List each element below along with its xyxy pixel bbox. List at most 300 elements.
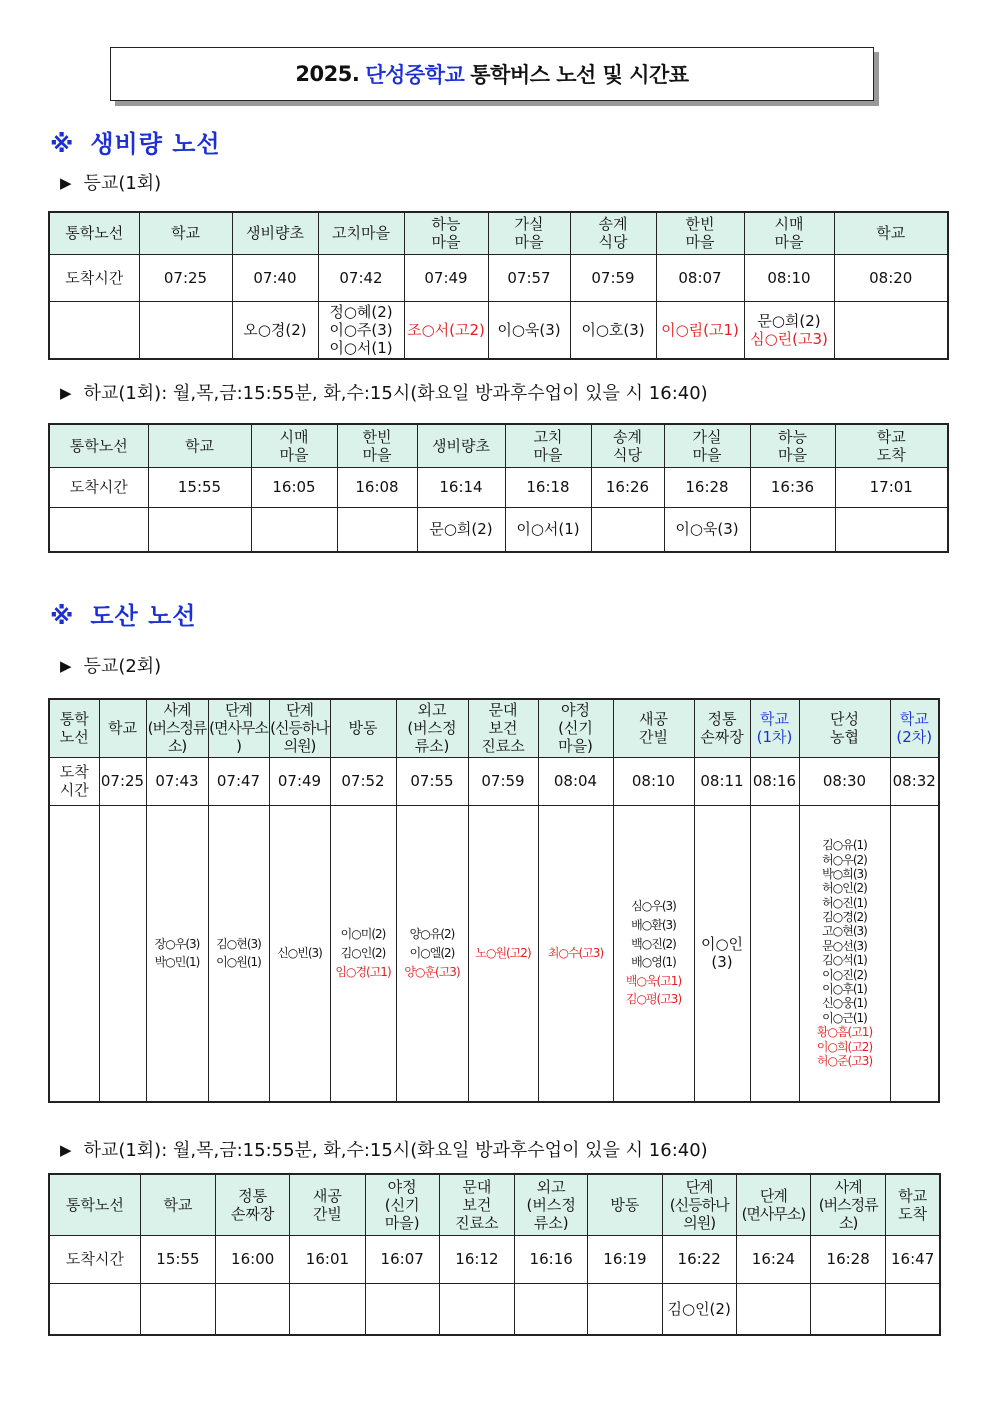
students-cell — [664, 507, 750, 552]
cell-line: 학교 — [899, 710, 929, 729]
stop-header-cell — [834, 212, 948, 254]
student-name: 이○욱(3) — [497, 320, 561, 339]
students-cell — [886, 1283, 940, 1335]
students-cell — [49, 1283, 140, 1335]
student-name: 백○진(2) — [631, 936, 676, 951]
timetable-saengbiryang-arrival — [48, 211, 949, 360]
cell-line: 08:32 — [892, 772, 936, 790]
cell-line: 도착 — [876, 445, 906, 464]
cell-line: 마을 — [692, 445, 722, 464]
cell-line: 식당 — [598, 233, 628, 252]
student-name: 신○웅(1) — [822, 996, 867, 1011]
student-name: 허○준(고3) — [816, 1053, 873, 1068]
cell-line: 고치마을 — [332, 224, 390, 243]
stop-header-cell — [799, 699, 890, 757]
stop-header-cell — [488, 212, 570, 254]
subheading-arrival-1 — [60, 169, 161, 195]
arrival-time-cell — [656, 254, 744, 301]
student-name: 오○경(2) — [243, 320, 307, 339]
cell-line: 16:28 — [826, 1250, 870, 1268]
cell-line: 단계 — [225, 701, 252, 720]
cell-line: 마을 — [362, 445, 392, 464]
student-name: 김○인(2) — [667, 1299, 731, 1318]
stop-header-cell — [662, 1174, 736, 1235]
students-cell — [736, 1283, 810, 1335]
students-cell — [890, 805, 939, 1102]
title-year: 2025. — [295, 62, 360, 86]
cell-line: (신기 — [558, 719, 593, 738]
students-cell — [750, 805, 799, 1102]
stop-header-cell — [886, 1174, 940, 1235]
subheading-text: 하교(1회): 월,목,금:15:55분, 화,수:15시(화요일 방과후수업이 있을 시 16:40) — [83, 1140, 708, 1161]
timetable-dosan-arrival — [48, 698, 940, 1103]
students-cell — [140, 1283, 215, 1335]
students-row — [49, 1283, 940, 1335]
cell-line: 정통 — [707, 710, 737, 729]
arrival-time-cell — [232, 254, 318, 301]
stop-header-cell — [148, 424, 251, 467]
cell-line: 16:14 — [439, 478, 483, 496]
arrival-time-cell — [99, 757, 146, 805]
cell-line: 16:05 — [272, 478, 316, 496]
cell-line: 류소) — [533, 1213, 569, 1232]
cell-line: 07:49 — [277, 772, 322, 790]
student-name: 심○우(3) — [631, 899, 676, 914]
cell-line: 16:36 — [770, 478, 815, 496]
stop-header-cell — [216, 1174, 290, 1235]
cell-line: 방동 — [348, 719, 378, 738]
cell-line: 08:10 — [631, 772, 676, 790]
arrival-time-cell — [538, 757, 613, 805]
cell-line: 단성 — [830, 710, 859, 729]
cell-line: 단계 — [685, 1177, 713, 1196]
students-cell — [417, 507, 505, 552]
subheading-departure-1 — [60, 379, 708, 405]
student-name: 박○희(3) — [822, 866, 867, 881]
cell-line: 도착 — [898, 1204, 928, 1223]
arrival-time-cell — [835, 467, 948, 507]
students-cell — [232, 301, 318, 359]
row-label-route — [49, 699, 99, 757]
cell-line: 가실 — [514, 215, 544, 234]
cell-line: 마을 — [685, 233, 715, 252]
cell-line: 통학 — [59, 710, 89, 729]
student-name: 김○인(2) — [340, 945, 386, 960]
arrival-time-cell — [216, 1235, 290, 1283]
cell-line: 가실 — [692, 427, 722, 446]
students-cell — [835, 507, 948, 552]
cell-line: 08:04 — [553, 772, 598, 790]
cell-line: 새공 — [312, 1186, 342, 1205]
cell-line: 문대 — [462, 1177, 492, 1196]
cell-line: 15:55 — [156, 1250, 200, 1268]
arrival-time-cell — [208, 757, 269, 805]
cell-line: 08:20 — [869, 268, 913, 287]
students-cell — [318, 301, 404, 359]
students-cell — [588, 1283, 662, 1335]
title-school: 단성중학교 — [365, 63, 465, 87]
cell-line: 도착시간 — [65, 268, 124, 287]
cell-line: (신등하나 — [669, 1195, 729, 1214]
students-cell — [694, 805, 750, 1102]
row-label-arrival-time — [49, 467, 148, 507]
arrival-time-cell — [736, 1235, 810, 1283]
arrival-time-cell — [396, 757, 468, 805]
cell-line: 송계 — [613, 427, 642, 446]
cell-line: 16:01 — [305, 1250, 350, 1268]
cell-line: 진료소 — [455, 1213, 499, 1232]
arrival-time-cell — [417, 467, 505, 507]
arrival-time-cell — [834, 254, 948, 301]
cell-line: 08:30 — [822, 772, 867, 790]
cell-line: 통학노선 — [65, 224, 124, 243]
student-name: 황○흠(고1) — [816, 1025, 873, 1040]
students-cell — [146, 805, 208, 1102]
arrival-time-cell — [811, 1235, 886, 1283]
student-name: 허○우(2) — [822, 852, 867, 867]
cell-line: 시매 — [774, 215, 804, 234]
students-cell — [515, 1283, 588, 1335]
student-name: 이○엘(2) — [409, 945, 455, 960]
students-cell — [49, 805, 99, 1102]
cell-line: 야정 — [387, 1177, 417, 1196]
student-name: 김○평(고3) — [625, 992, 682, 1007]
stop-header-cell — [404, 212, 488, 254]
student-name: 이○호(3) — [581, 320, 645, 339]
times-row — [49, 1235, 940, 1283]
subheading-text: 하교(1회): 월,목,금:15:55분, 화,수:15시(화요일 방과후수업이 있을 시 16:40) — [83, 383, 708, 404]
cell-line: 노선 — [59, 728, 89, 747]
students-cell — [591, 507, 664, 552]
timetable-dosan-departure — [48, 1173, 941, 1336]
student-name: 백○욱(고1) — [625, 973, 682, 988]
cell-line: 16:00 — [231, 1250, 275, 1268]
triangle-bullet-icon: ▶ — [60, 1141, 72, 1159]
students-cell — [656, 301, 744, 359]
cell-line: 마을) — [384, 1213, 420, 1232]
subheading-arrival-2 — [60, 652, 161, 678]
arrival-time-cell — [694, 757, 750, 805]
cell-line: (버스정 — [526, 1195, 576, 1214]
cell-line: (버스정류 — [818, 1195, 878, 1214]
stop-header-cell — [251, 424, 337, 467]
arrival-time-cell — [613, 757, 694, 805]
cell-line: 새공 — [639, 710, 668, 729]
cell-line: 마을 — [514, 233, 544, 252]
cell-line: 16:22 — [677, 1250, 721, 1268]
students-cell — [613, 805, 694, 1102]
student-name: 이○진(2) — [822, 967, 867, 982]
student-name: 정○혜(2) — [329, 302, 393, 321]
student-name: 이○림(고1) — [661, 320, 739, 339]
title-rest: 통학버스 노선 및 시간표 — [470, 63, 689, 87]
cell-line: 통학노선 — [65, 1195, 124, 1214]
stop-header-cell — [750, 424, 835, 467]
student-name: 문○희(2) — [429, 520, 493, 539]
student-name: 양○유(2) — [409, 927, 455, 942]
arrival-time-cell — [890, 757, 939, 805]
students-cell — [468, 805, 538, 1102]
cell-line: 야정 — [561, 701, 590, 720]
cell-line: 사계 — [163, 701, 191, 720]
arrival-time-cell — [664, 467, 750, 507]
arrival-time-cell — [140, 1235, 215, 1283]
times-row — [49, 467, 948, 507]
student-name: 이○근(1) — [822, 1010, 867, 1025]
cell-line: 식당 — [613, 445, 642, 464]
student-name: 김○유(1) — [822, 838, 867, 853]
cell-line: 간빌 — [312, 1204, 342, 1223]
student-name: 김○현(3) — [216, 936, 261, 951]
student-name: 최○수(고3) — [547, 945, 604, 960]
cell-line: 사계 — [834, 1177, 862, 1196]
student-name: 문○선(3) — [822, 938, 867, 953]
cell-line: 학교 — [171, 224, 200, 243]
stop-header-cell — [290, 1174, 365, 1235]
student-name: 임○경(고1) — [335, 964, 391, 979]
cell-line: 하능 — [778, 427, 807, 446]
cell-line: 07:25 — [100, 772, 145, 790]
cell-line: 손짜장 — [230, 1204, 275, 1223]
cell-line: 소) — [167, 737, 187, 756]
row-label-route — [49, 424, 148, 467]
cell-line: (버스정류 — [147, 719, 207, 738]
triangle-bullet-icon: ▶ — [60, 657, 72, 675]
stop-header-cell — [890, 699, 939, 757]
cell-line: (신기 — [384, 1195, 420, 1214]
cell-line: 류소) — [414, 737, 450, 756]
student-name: 허○진(1) — [822, 895, 867, 910]
student-name: 문○희(2) — [757, 311, 821, 330]
cell-line: 학교 — [108, 719, 137, 738]
cell-line: 08:10 — [767, 268, 811, 287]
student-name: 이○희(고2) — [816, 1039, 873, 1054]
cell-line: 07:40 — [253, 268, 297, 287]
section-heading-saengbiryang — [50, 124, 221, 159]
students-cell — [744, 301, 834, 359]
cell-line: 시간 — [59, 781, 89, 799]
student-name: 고○현(3) — [822, 924, 867, 939]
arrival-time-cell — [744, 254, 834, 301]
cell-line: 학교 — [185, 436, 214, 455]
student-name: 신○빈(3) — [277, 945, 322, 960]
arrival-time-cell — [404, 254, 488, 301]
cell-line: 소) — [838, 1213, 858, 1232]
arrival-time-cell — [269, 757, 330, 805]
cell-line: 간빌 — [639, 728, 668, 747]
arrival-time-cell — [365, 1235, 439, 1283]
cell-line: 07:55 — [410, 772, 454, 790]
student-name: 박○민(1) — [154, 955, 200, 970]
students-cell — [208, 805, 269, 1102]
cell-line: 송계 — [598, 215, 628, 234]
student-name: 허○인(2) — [822, 881, 867, 896]
students-cell — [404, 301, 488, 359]
students-cell — [269, 805, 330, 1102]
cell-line: 07:57 — [507, 268, 551, 287]
cell-line: 학교 — [876, 224, 906, 243]
students-cell — [396, 805, 468, 1102]
stop-header-cell — [140, 1174, 215, 1235]
timetable-saengbiryang-departure — [48, 423, 949, 553]
cell-line: 학교 — [898, 1186, 928, 1205]
cell-line: 단계 — [759, 1186, 787, 1205]
cell-line: 도착 — [59, 763, 89, 781]
cell-line: 한빈 — [685, 215, 715, 234]
cell-line: 문대 — [488, 701, 518, 720]
students-cell — [488, 301, 570, 359]
students-cell — [99, 805, 146, 1102]
students-cell — [216, 1283, 290, 1335]
cell-line: 16:18 — [526, 478, 570, 496]
stop-header-cell — [835, 424, 948, 467]
cell-line: 학교 — [876, 427, 906, 446]
student-name: 김○경(2) — [822, 910, 867, 925]
cell-line: 단계 — [286, 701, 313, 720]
stops-row — [49, 424, 948, 467]
cell-line: 농협 — [830, 728, 859, 747]
cell-line: 학교 — [760, 710, 789, 729]
students-cell — [505, 507, 591, 552]
cell-line: 07:59 — [481, 772, 525, 790]
row-label-arrival-time — [49, 1235, 140, 1283]
arrival-time-cell — [439, 1235, 514, 1283]
student-name: 이○서(1) — [516, 520, 580, 539]
cell-line: 16:28 — [685, 478, 729, 496]
arrival-time-cell — [318, 254, 404, 301]
cell-line: 방동 — [610, 1195, 640, 1214]
arrival-time-cell — [750, 467, 835, 507]
student-name: 양○훈(고3) — [404, 964, 460, 979]
subheading-text: 등교(1회) — [83, 173, 162, 194]
stop-header-cell — [588, 1174, 662, 1235]
student-name: 이○인 — [700, 935, 744, 954]
cell-line: 시매 — [279, 427, 309, 446]
cell-line: 16:47 — [891, 1250, 935, 1268]
triangle-bullet-icon: ▶ — [60, 174, 72, 192]
cell-line: (1차) — [756, 728, 793, 747]
times-row — [49, 757, 939, 805]
cell-line: 외고 — [417, 701, 447, 720]
students-cell — [330, 805, 396, 1102]
arrival-time-cell — [337, 467, 417, 507]
cell-line: 고치 — [533, 427, 563, 446]
arrival-time-cell — [505, 467, 591, 507]
cell-line: 마을 — [774, 233, 804, 252]
cell-line: 도착시간 — [65, 1250, 124, 1268]
stop-header-cell — [591, 424, 664, 467]
arrival-time-cell — [662, 1235, 736, 1283]
cell-line: (신등하나 — [270, 719, 329, 738]
stop-header-cell — [396, 699, 468, 757]
cell-line: 16:07 — [380, 1250, 424, 1268]
row-label-route — [49, 1174, 140, 1235]
row-label-arrival-time — [49, 757, 99, 805]
stop-header-cell — [417, 424, 505, 467]
stop-header-cell — [750, 699, 799, 757]
cell-line: 07:42 — [339, 268, 383, 287]
arrival-time-cell — [570, 254, 656, 301]
students-row — [49, 301, 948, 359]
cell-line: 16:19 — [603, 1250, 647, 1268]
subheading-departure-2 — [60, 1136, 708, 1162]
student-name: 이○후(1) — [822, 982, 867, 997]
stop-header-cell — [337, 424, 417, 467]
arrival-time-cell — [799, 757, 890, 805]
students-cell — [750, 507, 835, 552]
students-cell — [337, 507, 417, 552]
section-title: 도산 노선 — [90, 602, 197, 630]
cell-line: 07:49 — [424, 268, 468, 287]
subheading-text: 등교(2회) — [83, 656, 162, 677]
reference-mark-icon: ※ — [50, 602, 75, 630]
arrival-time-cell — [468, 757, 538, 805]
cell-line: 생비량초 — [432, 436, 490, 455]
triangle-bullet-icon: ▶ — [60, 384, 72, 402]
arrival-time-cell — [515, 1235, 588, 1283]
stop-header-cell — [330, 699, 396, 757]
stop-header-cell — [538, 699, 613, 757]
cell-line: 07:59 — [591, 268, 635, 287]
stop-header-cell — [744, 212, 834, 254]
students-cell — [49, 507, 148, 552]
stops-row — [49, 699, 939, 757]
cell-line: (면사무소 — [209, 719, 268, 738]
student-name: 이○원(1) — [216, 955, 261, 970]
stops-row — [49, 1174, 940, 1235]
stop-header-cell — [570, 212, 656, 254]
cell-line: 16:26 — [605, 478, 650, 496]
students-cell — [148, 507, 251, 552]
cell-line: 마을 — [279, 445, 309, 464]
student-name: 배○환(3) — [631, 918, 676, 933]
students-cell — [811, 1283, 886, 1335]
student-name: (3) — [711, 953, 733, 972]
cell-line: 마을 — [431, 233, 461, 252]
cell-line: 17:01 — [869, 478, 913, 496]
arrival-time-cell — [148, 467, 251, 507]
cell-line: (2차) — [896, 728, 933, 747]
stop-header-cell — [656, 212, 744, 254]
cell-line: 손짜장 — [700, 728, 744, 747]
cell-line: 07:52 — [341, 772, 385, 790]
stop-header-cell — [99, 699, 146, 757]
arrival-time-cell — [330, 757, 396, 805]
cell-line: 15:55 — [177, 478, 222, 496]
cell-line: 통학노선 — [69, 436, 128, 455]
stop-header-cell — [468, 699, 538, 757]
students-cell — [570, 301, 656, 359]
students-cell — [662, 1283, 736, 1335]
stop-header-cell — [664, 424, 750, 467]
stop-header-cell — [318, 212, 404, 254]
cell-line: 보건 — [462, 1195, 492, 1214]
students-row — [49, 805, 939, 1102]
section-heading-dosan — [50, 596, 196, 631]
times-row — [49, 254, 948, 301]
cell-line: 07:43 — [155, 772, 199, 790]
stops-row — [49, 212, 948, 254]
student-name: 김○석(1) — [822, 953, 867, 968]
cell-line: 한빈 — [362, 427, 392, 446]
student-name: 이○욱(3) — [675, 520, 739, 539]
cell-line: 의원) — [283, 737, 316, 756]
arrival-time-cell — [588, 1235, 662, 1283]
cell-line: (버스정 — [407, 719, 457, 738]
students-cell — [49, 301, 139, 359]
students-cell — [538, 805, 613, 1102]
students-cell — [251, 507, 337, 552]
